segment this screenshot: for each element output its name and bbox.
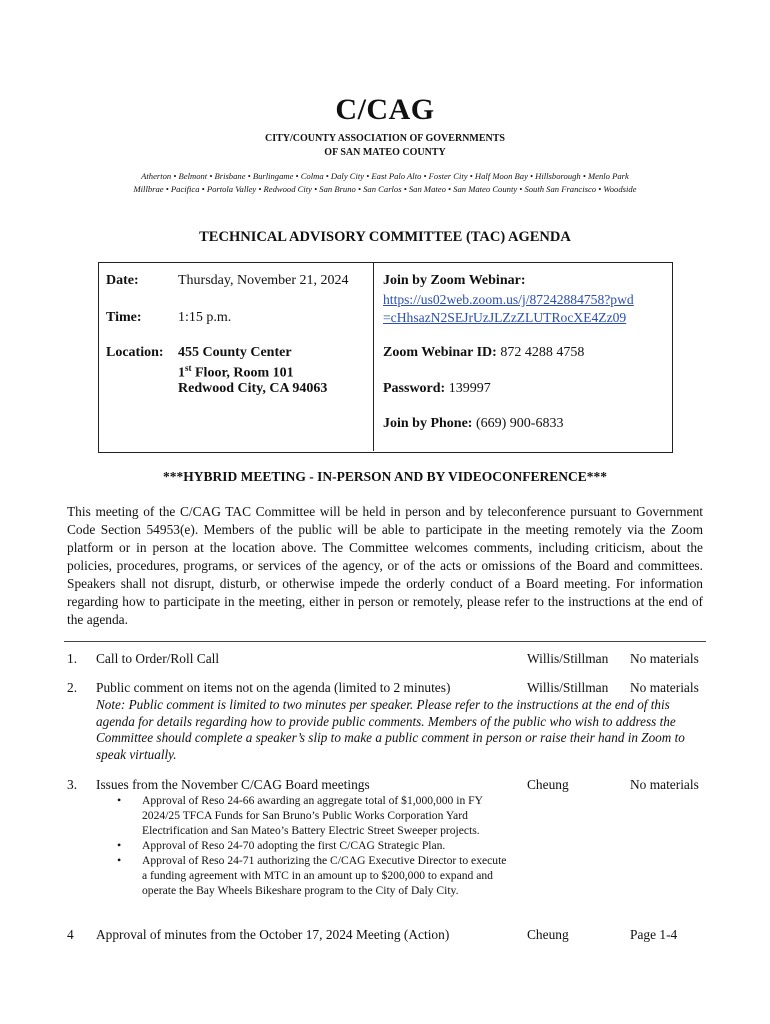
item-1-title: Call to Order/Roll Call <box>96 651 220 666</box>
item-4-presenter: Cheung <box>527 927 569 942</box>
item-4-title: Approval of minutes from the October 17, 2024 Meeting (Action) <box>96 927 450 942</box>
item-2-note: Note: Public comment is limited to two minutes per speaker. Please refer to the instructions at the end of this agenda for details regarding how to provide public comments. Members of the public who wish to address the Committee should complete a speaker’s slip to make a public comment in person or raise their hand in Zoom to speak virtually. <box>96 697 685 762</box>
item-3-bullet-list <box>114 793 514 898</box>
webinar-id <box>383 345 584 361</box>
item-3-bullet: • Approval of Reso 24-71 authorizing the C/CAG Executive Director to execute a funding agreement with MTC in an amount up to $200,000 to expand and operate the Bay Wheels Bikeshare program to the City of Daly City. <box>114 853 514 898</box>
member-cities-line2: Millbrae • Pacifica • Portola Valley • Redwood City • San Bruno • San Carlos • San Mateo • San Mateo County • South San Francisco • Woodside <box>133 184 637 194</box>
phone-value: (669) 900-6833 <box>472 416 564 431</box>
item-2-presenter: Willis/Stillman <box>527 680 609 695</box>
item-1-presenter: Willis/Stillman <box>527 651 609 666</box>
agenda-title: TECHNICAL ADVISORY COMMITTEE (TAC) AGENDA <box>199 229 571 245</box>
date-value: Thursday, November 21, 2024 <box>178 273 349 288</box>
item-2-number: 2. <box>67 680 78 695</box>
meeting-info-divider <box>373 262 374 451</box>
zoom-link-line2[interactable]: =cHhsazN2SEJrUzJLZzZLUTRocXE4Zz09 <box>383 310 627 325</box>
location-line3: Redwood City, CA 94063 <box>178 381 328 396</box>
password-label: Password: <box>383 381 446 396</box>
password <box>383 381 491 397</box>
zoom-link-line1[interactable]: https://us02web.zoom.us/j/87242884758?pwd <box>383 292 634 307</box>
intro-paragraph: This meeting of the C/CAG TAC Committee will be held in person and by teleconference pursuant to Government Code Section 54953(e). Members of the public will be able to participate in the meeting remotely via the Zoom platform or in person at the location above. The Committee welcomes comments, including criticism, about the policies, procedures, programs, or services of the agency, or of the acts or omissions of the Board and committees. Speakers shall not disrupt, disturb, or otherwise impede the orderly conduct of a Board meeting. For information regarding how to participate in the meeting, either in person or remotely, please refer to the instructions at the end of the agenda. <box>67 504 703 627</box>
item-3-number: 3. <box>67 777 78 792</box>
location-line1: 455 County Center <box>178 345 292 360</box>
org-title: C/CAG <box>335 93 435 126</box>
time-value: 1:15 p.m. <box>178 310 232 325</box>
item-3-materials: No materials <box>630 777 699 792</box>
password-value: 139997 <box>445 381 491 396</box>
item-3-bullet: • Approval of Reso 24-66 awarding an aggregate total of $1,000,000 in FY 2024/25 TFCA Funds for San Bruno’s Public Works Corporation Yard Electrification and San Mateo’s Battery Electric Street Sweeper projects. <box>114 793 514 838</box>
item-3-title: Issues from the November C/CAG Board meetings <box>96 777 370 792</box>
item-4-materials: Page 1-4 <box>630 927 678 942</box>
join-by-phone <box>383 416 563 432</box>
webinar-id-value: 872 4288 4758 <box>496 345 585 360</box>
org-subtitle-line1: CITY/COUNTY ASSOCIATION OF GOVERNMENTS <box>265 133 505 144</box>
item-2-title: Public comment on items not on the agenda (limited to 2 minutes) <box>96 680 451 695</box>
zoom-join-label: Join by Zoom Webinar: <box>383 273 526 288</box>
time-label: Time: <box>106 310 142 325</box>
location-line2: 1st Floor, Room 101 <box>178 363 294 381</box>
item-1-number: 1. <box>67 651 78 666</box>
section-rule <box>64 641 706 642</box>
item-3-bullet: • Approval of Reso 24-70 adopting the first C/CAG Strategic Plan. <box>114 838 514 853</box>
item-3-presenter: Cheung <box>527 777 569 792</box>
item-2-materials: No materials <box>630 680 699 695</box>
location-label: Location: <box>106 345 164 360</box>
hybrid-notice: ***HYBRID MEETING - IN-PERSON AND BY VIDEOCONFERENCE*** <box>162 469 608 484</box>
item-4-number: 4 <box>67 927 74 942</box>
org-subtitle-line2: OF SAN MATEO COUNTY <box>324 147 446 158</box>
member-cities-line1: Atherton • Belmont • Brisbane • Burlingame • Colma • Daly City • East Palo Alto • Foster City • Half Moon Bay • Hillsborough • Menlo Park <box>141 171 629 181</box>
item-1-materials: No materials <box>630 651 699 666</box>
webinar-id-label: Zoom Webinar ID: <box>383 345 497 360</box>
phone-label: Join by Phone: <box>383 416 473 431</box>
date-label: Date: <box>106 273 139 288</box>
